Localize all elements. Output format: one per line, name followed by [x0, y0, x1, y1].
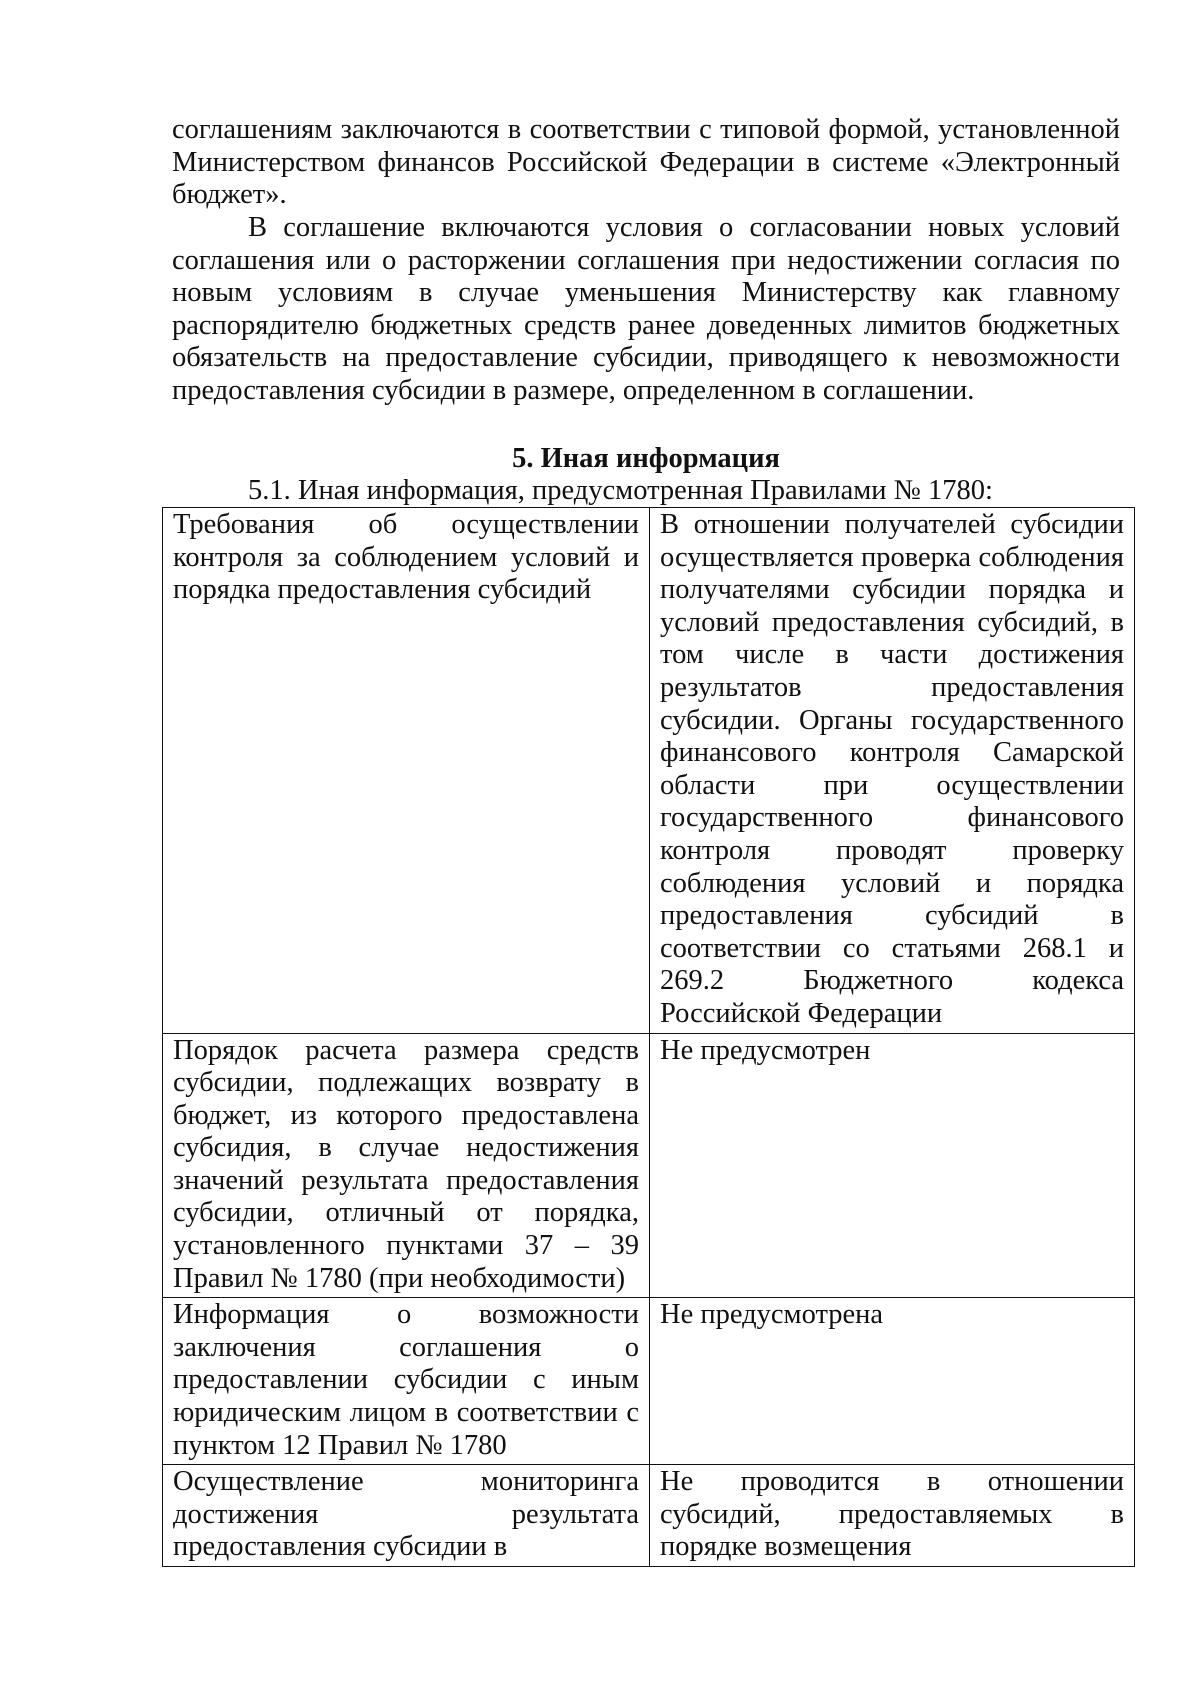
table-cell-value — [650, 1298, 1135, 1465]
cell-text: Информация о возможности заключения соглашения о предоставлении субсидии с иным юридическим лицом в соответствии с пунктом 12 Правил № 1780 — [173, 1299, 639, 1461]
paragraph-agreement-form: соглашениям заключаются в соответствии с типовой формой, установленной Министерством финансов Российской Федерации в системе «Электронный бюджет». — [172, 114, 1120, 211]
table-row — [163, 1033, 1135, 1298]
table-cell-requirement — [163, 1298, 650, 1465]
table-intro: 5.1. Иная информация, предусмотренная Правилами № 1780: — [248, 475, 993, 506]
table-row — [163, 1465, 1135, 1567]
cell-text: В отношении получателей субсидии осуществляется проверка соблюдения получателями субсидии порядка и условий предоставления субсидий, в том числе в части достижения результатов предоставления субсидии. Органы государственного финансового контроля Самарской области при осуществлении государственного финансового контроля проводят проверку соблюдения условий и порядка предоставления субсидий в соответствии со статьями 268.1 и 269.2 Бюджетного кодекса Российской Федерации — [660, 509, 1124, 1029]
table-row — [163, 1298, 1135, 1465]
table-cell-value — [650, 508, 1135, 1034]
table-cell-requirement — [163, 508, 650, 1034]
cell-text: Требования об осуществлении контроля за соблюдением условий и порядка предоставления субсидий — [173, 509, 639, 606]
cell-text: Не предусмотрена — [660, 1299, 884, 1331]
table-row — [163, 508, 1135, 1034]
cell-text: Не проводится в отношении субсидий, предоставляемых в порядке возмещения — [660, 1466, 1124, 1563]
table-cell-value — [650, 1465, 1135, 1567]
cell-text: Осуществление мониторинга достижения результата предоставления субсидии в — [173, 1466, 639, 1563]
section-heading: 5. Иная информация — [512, 443, 780, 474]
table-cell-requirement — [163, 1033, 650, 1298]
table-cell-value — [650, 1033, 1135, 1298]
table-cell-requirement — [163, 1465, 650, 1567]
paragraph-agreement-conditions: В соглашение включаются условия о согласовании новых условий соглашения или о расторжении соглашения при недостижении согласия по новым условиям в случае уменьшения Министерству как главному распорядителю бюджетных средств ранее доведенных лимитов бюджетных обязательств на предоставление субсидии, приводящего к невозможности предоставления субсидии в размере, определенном в соглашении. — [172, 212, 1120, 406]
cell-text: Не предусмотрен — [660, 1034, 871, 1066]
cell-text: Порядок расчета размера средств субсидии, подлежащих возврату в бюджет, из которого предоставлена субсидия, в случае недостижения значений результата предоставления субсидии, отличный от порядка, установленного пунктами 37 – 39 Правил № 1780 (при необходимости) — [173, 1034, 639, 1294]
other-information-table — [162, 507, 1135, 1567]
